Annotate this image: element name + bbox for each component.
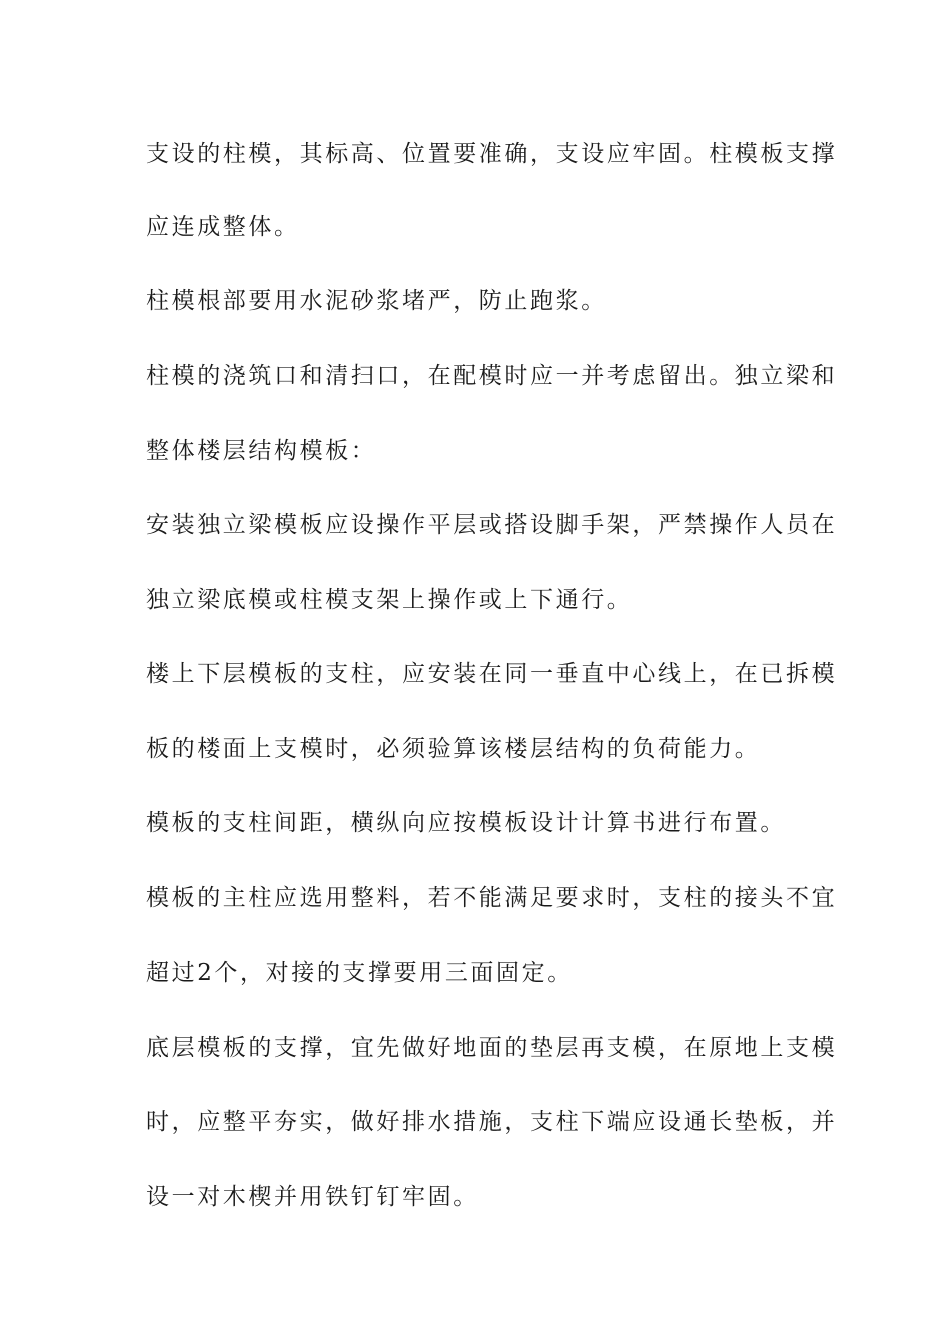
text-line: 柱模根部要用水泥砂浆堵严，防止跑浆。 bbox=[146, 288, 607, 314]
text-line: 整体楼层结构模板： bbox=[146, 438, 377, 464]
text-line: 楼上下层模板的支柱，应安装在同一垂直中心线上，在已拆模 bbox=[146, 661, 838, 687]
text-line: 独立梁底模或柱模支架上操作或上下通行。 bbox=[146, 587, 633, 613]
text-line: 柱模的浇筑口和清扫口，在配模时应一并考虑留出。独立梁和 bbox=[146, 363, 838, 389]
text-line: 安装独立梁模板应设操作平层或搭设脚手架，严禁操作人员在 bbox=[146, 512, 838, 538]
text-line: 超过2个，对接的支撑要用三面固定。 bbox=[146, 960, 573, 986]
text-line: 支设的柱模，其标高、位置要准确，支设应牢固。柱模板支撑 bbox=[146, 141, 838, 167]
text-line: 底层模板的支撑，宜先做好地面的垫层再支模，在原地上支模 bbox=[146, 1035, 838, 1061]
text-line: 应连成整体。 bbox=[146, 214, 300, 240]
text-line: 时，应整平夯实，做好排水措施，支柱下端应设通长垫板，并 bbox=[146, 1109, 838, 1135]
text-line: 模板的支柱间距，横纵向应按模板设计计算书进行布置。 bbox=[146, 810, 786, 836]
text-line: 设一对木楔并用铁钉钉牢固。 bbox=[146, 1184, 479, 1210]
text-line: 模板的主柱应选用整料，若不能满足要求时，支柱的接头不宜 bbox=[146, 885, 838, 911]
text-line: 板的楼面上支模时，必须验算该楼层结构的负荷能力。 bbox=[146, 736, 761, 762]
